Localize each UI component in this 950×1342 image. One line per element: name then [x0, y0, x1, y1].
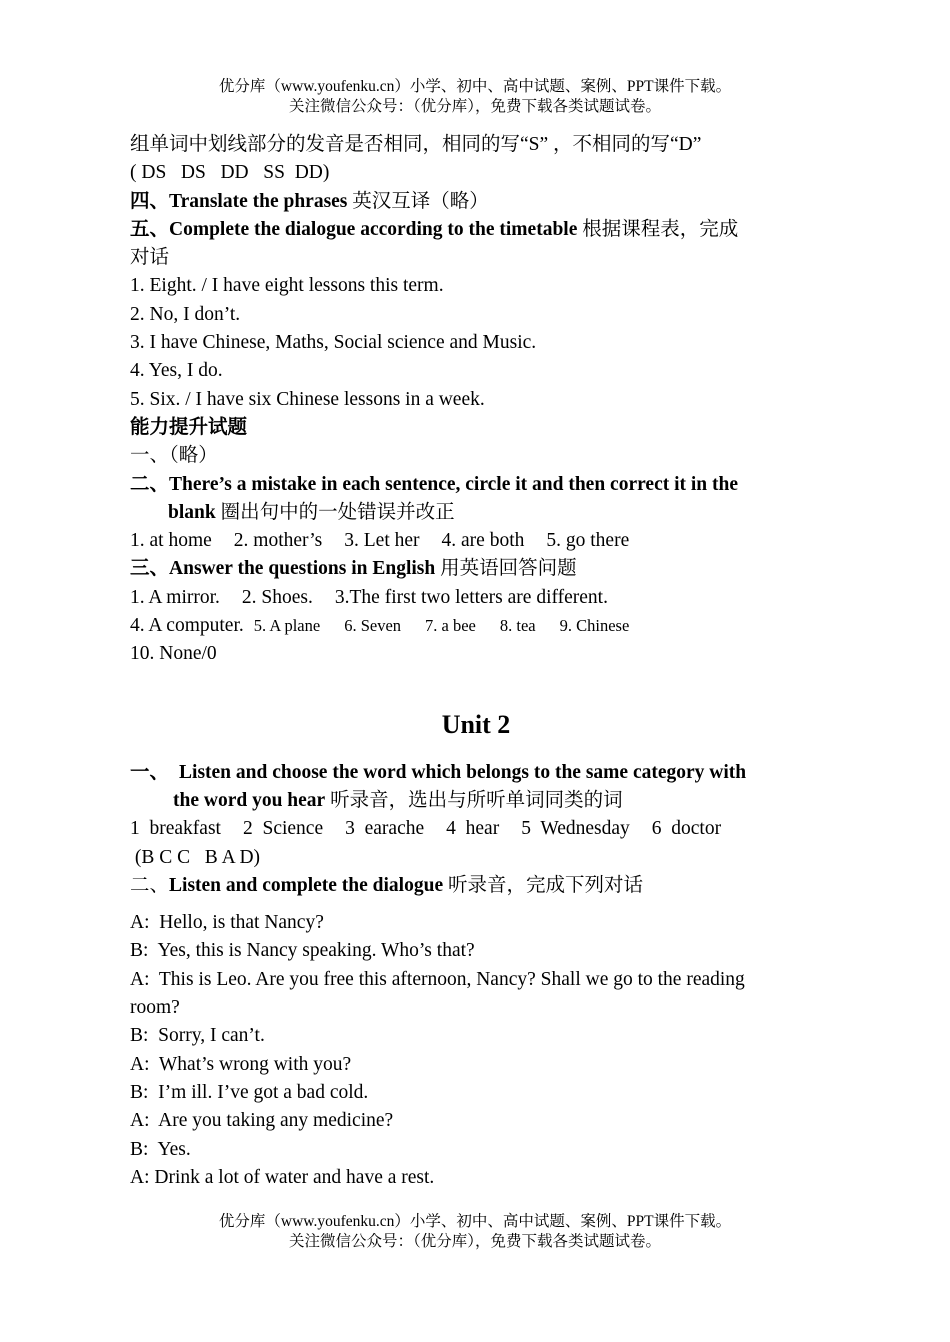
- section-5-heading: [130, 216, 822, 244]
- answer-item: 5. Six. / I have six Chinese lessons in a week.: [130, 388, 485, 410]
- unit2-section-1-title-cn: 听录音，选出与所听单词同类的词: [325, 789, 623, 811]
- ability-section-2-title-en-cont: blank: [168, 501, 216, 523]
- section-4-heading: [130, 188, 822, 216]
- unit2-section-1-heading: [130, 759, 822, 787]
- ability-section-3-title-cn: 用英语回答问题: [435, 558, 577, 580]
- unit2-word-list: [130, 815, 822, 843]
- correction-answer: 1. at home: [130, 530, 212, 552]
- unit2-section-2-heading: [130, 872, 822, 900]
- ability-section-3-answers-1: [130, 584, 822, 612]
- word-item: 1 breakfast: [130, 818, 221, 840]
- correction-answer: 5. go there: [546, 530, 630, 552]
- unit2-section-2-number: 二、: [130, 874, 170, 896]
- section-5-title-cn: 根据课程表，完成: [577, 218, 739, 240]
- ability-section-2-number: 二、: [130, 473, 170, 495]
- page-header: [0, 77, 950, 117]
- question-answer-small: 9. Chinese: [559, 616, 630, 636]
- question-answer-small: 6. Seven: [344, 616, 402, 636]
- footer-line-2: 关注微信公众号：（优分库），免费下载各类试题试卷。: [288, 1233, 661, 1250]
- question-answer: 3.The first two letters are different.: [334, 586, 608, 608]
- ability-section-2-answers: [130, 527, 822, 555]
- question-answer: 2. Shoes.: [241, 586, 313, 608]
- ability-section-3-heading: [130, 555, 822, 583]
- section-5-title-cn-cont: 对话: [130, 247, 170, 269]
- answer-item: 3. I have Chinese, Maths, Social science and Music.: [130, 332, 537, 354]
- ability-section-3-answers-2: [130, 612, 822, 640]
- question-answer: 1. A mirror.: [130, 586, 220, 608]
- unit2-section-1-title-en: Listen and choose the word which belongs to the same category with: [179, 761, 747, 783]
- footer-line-1: 优分库（www.youfenku.cn）小学、初中、高中试题、案例、PPT课件下载。: [218, 1213, 732, 1230]
- header-line-2: 关注微信公众号：（优分库），免费下载各类试题试卷。: [288, 98, 661, 115]
- ability-section-2-title-en: There’s a mistake in each sentence, circle it and then correct it in the: [169, 473, 739, 495]
- ability-section-3-number: 三、: [130, 558, 170, 580]
- question-answer-small: 5. A plane: [253, 616, 321, 636]
- correction-answer: 4. are both: [441, 530, 525, 552]
- part1-answers: ( DS DS DD SS DD): [130, 162, 330, 184]
- dialogue-line: A: Hello, is that Nancy?: [130, 912, 324, 934]
- dialogue-line: room?: [130, 997, 180, 1019]
- section-4-title-cn: 英汉互译（略）: [347, 190, 489, 212]
- word-item: 5 Wednesday: [521, 818, 630, 840]
- document-body: [130, 131, 822, 1192]
- dialogue-line: A: Drink a lot of water and have a rest.: [130, 1166, 435, 1188]
- unit2-section-2-title-en: Listen and complete the dialogue: [169, 874, 444, 896]
- answer-item: 2. No, I don’t.: [130, 303, 241, 325]
- ability-title: 能力提升试题: [130, 416, 248, 438]
- word-item: 4 hear: [446, 818, 500, 840]
- question-answer-small: 8. tea: [499, 616, 536, 636]
- word-item: 3 earache: [345, 818, 425, 840]
- dialogue-line: B: Yes, this is Nancy speaking. Who’s that?: [130, 940, 475, 962]
- correction-answer: 2. mother’s: [233, 530, 323, 552]
- ability-section-2-heading-cont: [130, 499, 822, 527]
- answer-item: 4. Yes, I do.: [130, 360, 223, 382]
- ability-section-3-answers-3: 10. None/0: [130, 643, 217, 665]
- question-answer: 4. A computer.: [130, 615, 244, 637]
- section-4-title-en: Translate the phrases: [169, 190, 348, 212]
- dialogue-line: A: What’s wrong with you?: [130, 1053, 352, 1075]
- section-5-number: 五、: [130, 218, 170, 240]
- unit2-section-2-title-cn: 听录音，完成下列对话: [443, 874, 643, 896]
- unit2-word-answers: (B C C B A D): [130, 846, 261, 868]
- question-answer-small: 7. a bee: [425, 616, 476, 636]
- ability-section-2-title-cn: 圈出句中的一处错误并改正: [215, 501, 455, 523]
- unit-title: Unit 2: [441, 709, 511, 739]
- ability-section-2-heading: [130, 471, 822, 499]
- dialogue-line: A: This is Leo. Are you free this afternoon, Nancy? Shall we go to the reading: [130, 968, 745, 990]
- page-footer: [0, 1212, 950, 1252]
- dialogue-line: A: Are you taking any medicine?: [130, 1110, 394, 1132]
- section-5-title-en: Complete the dialogue according to the timetable: [169, 218, 578, 240]
- word-item: 2 Science: [242, 818, 324, 840]
- section-4-number: 四、: [130, 190, 170, 212]
- header-line-1: 优分库（www.youfenku.cn）小学、初中、高中试题、案例、PPT课件下载。: [218, 78, 732, 95]
- answer-item: 1. Eight. / I have eight lessons this term.: [130, 275, 444, 297]
- ability-section-3-title-en: Answer the questions in English: [169, 558, 436, 580]
- part1-intro: 组单词中划线部分的发音是否相同，相同的写“S” ，不相同的写“D”: [130, 134, 702, 155]
- dialogue-line: B: Sorry, I can’t.: [130, 1025, 265, 1047]
- unit2-section-1-title-en-cont: the word you hear: [173, 789, 326, 811]
- dialogue-line: B: Yes.: [130, 1138, 191, 1160]
- dialogue-line: B: I’m ill. I’ve got a bad cold.: [130, 1081, 369, 1103]
- unit2-section-1-heading-cont: [130, 787, 822, 815]
- word-item: 6 doctor: [651, 818, 722, 840]
- correction-answer: 3. Let her: [344, 530, 420, 552]
- unit2-section-1-number: 一、: [130, 761, 170, 783]
- ability-section-1: 一、（略）: [130, 445, 218, 467]
